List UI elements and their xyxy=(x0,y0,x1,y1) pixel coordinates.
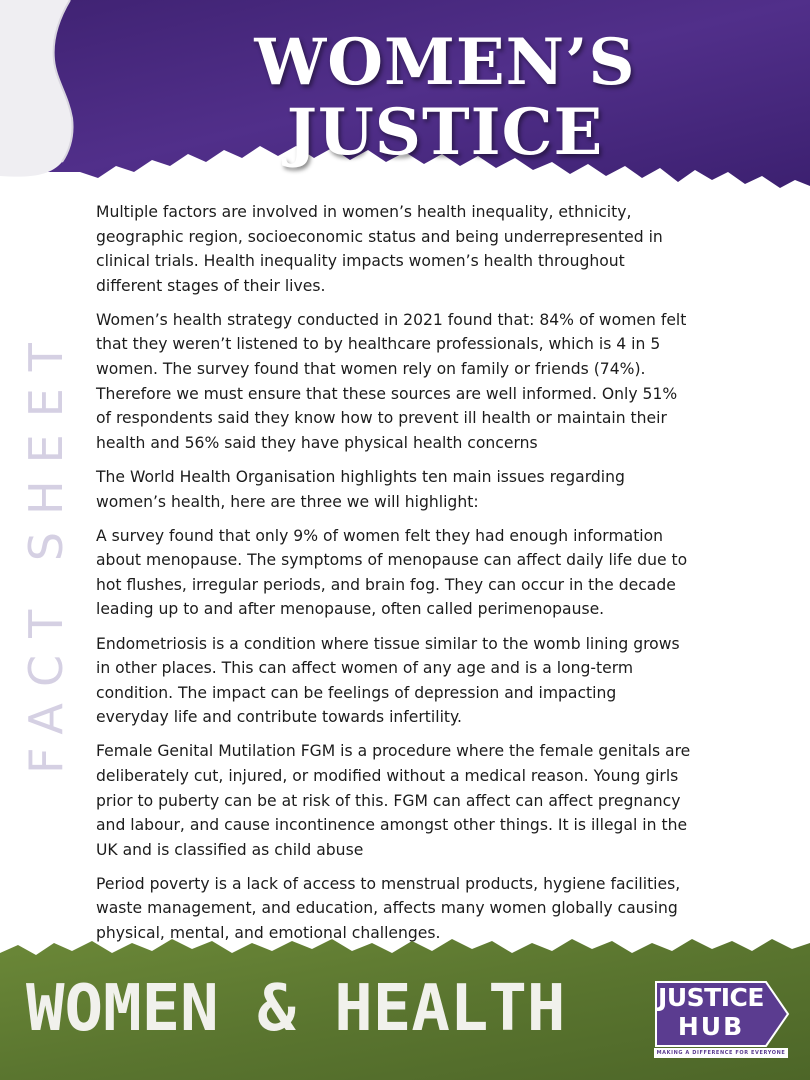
page-title: WOMEN’S JUSTICE xyxy=(254,25,636,171)
logo-text-justice: JUSTICE xyxy=(658,983,764,1012)
header-banner xyxy=(0,0,810,210)
logo-text-hub: HUB xyxy=(677,1012,745,1041)
paragraph-who: The World Health Organisation highlights ten main issues regarding women’s health, here are three we will highlight: xyxy=(96,467,625,511)
side-label-text: FACT SHEET xyxy=(19,326,73,774)
paragraph-endometriosis: Endometriosis is a condition where tissue similar to the womb lining grows in other places. This can affect women of any age and is a long-term condition. The impact can be feelings of depression and impacting everyday life and contribute towards infertility. xyxy=(96,634,680,727)
paragraph-fgm: Female Genital Mutilation FGM is a procedure where the female genitals are deliberately cut, injured, or modified without a medical reason. Young girls prior to puberty can be at risk of this. FGM can affect can affect pregnancy and labour, and cause incontinence amongst other things. It is illegal in the UK and is classified as child abuse xyxy=(96,742,691,859)
paragraph-inequality: Multiple factors are involved in women’s health inequality, ethnicity, geographic region, socioeconomic status and being underrepresented in clinical trials. Health inequality impacts women’s health throughout different stages of their lives. xyxy=(96,203,663,295)
footer-title: WOMEN & HEALTH xyxy=(26,972,566,1046)
logo-tagline: MAKING A DIFFERENCE FOR EVERYONE xyxy=(656,1050,786,1056)
body-text xyxy=(96,200,692,955)
paragraph-period-poverty: Period poverty is a lack of access to menstrual products, hygiene facilities, waste management, and education, affects many women globally causing physical, mental, and emotional challenges. xyxy=(96,874,681,943)
fact-sheet-vertical-label xyxy=(19,320,73,780)
paragraph-strategy: Women’s health strategy conducted in 2021 found that: 84% of women felt that they weren’t listened to by healthcare professionals, which is 4 in 5 women. The survey found that women rely on family or friends (74%). Therefore we must ensure that these sources are well informed. Only 51% of respondents said they know how to prevent ill health or maintain their health and 56% said they have physical health concerns xyxy=(96,310,687,452)
justice-hub-logo xyxy=(654,980,792,1064)
paragraph-menopause: A survey found that only 9% of women felt they had enough information about menopause. The symptoms of menopause can affect daily life due to hot flushes, irregular periods, and brain fog. They can occur in the decade leading up to and after menopause, often called perimenopause. xyxy=(96,526,688,619)
